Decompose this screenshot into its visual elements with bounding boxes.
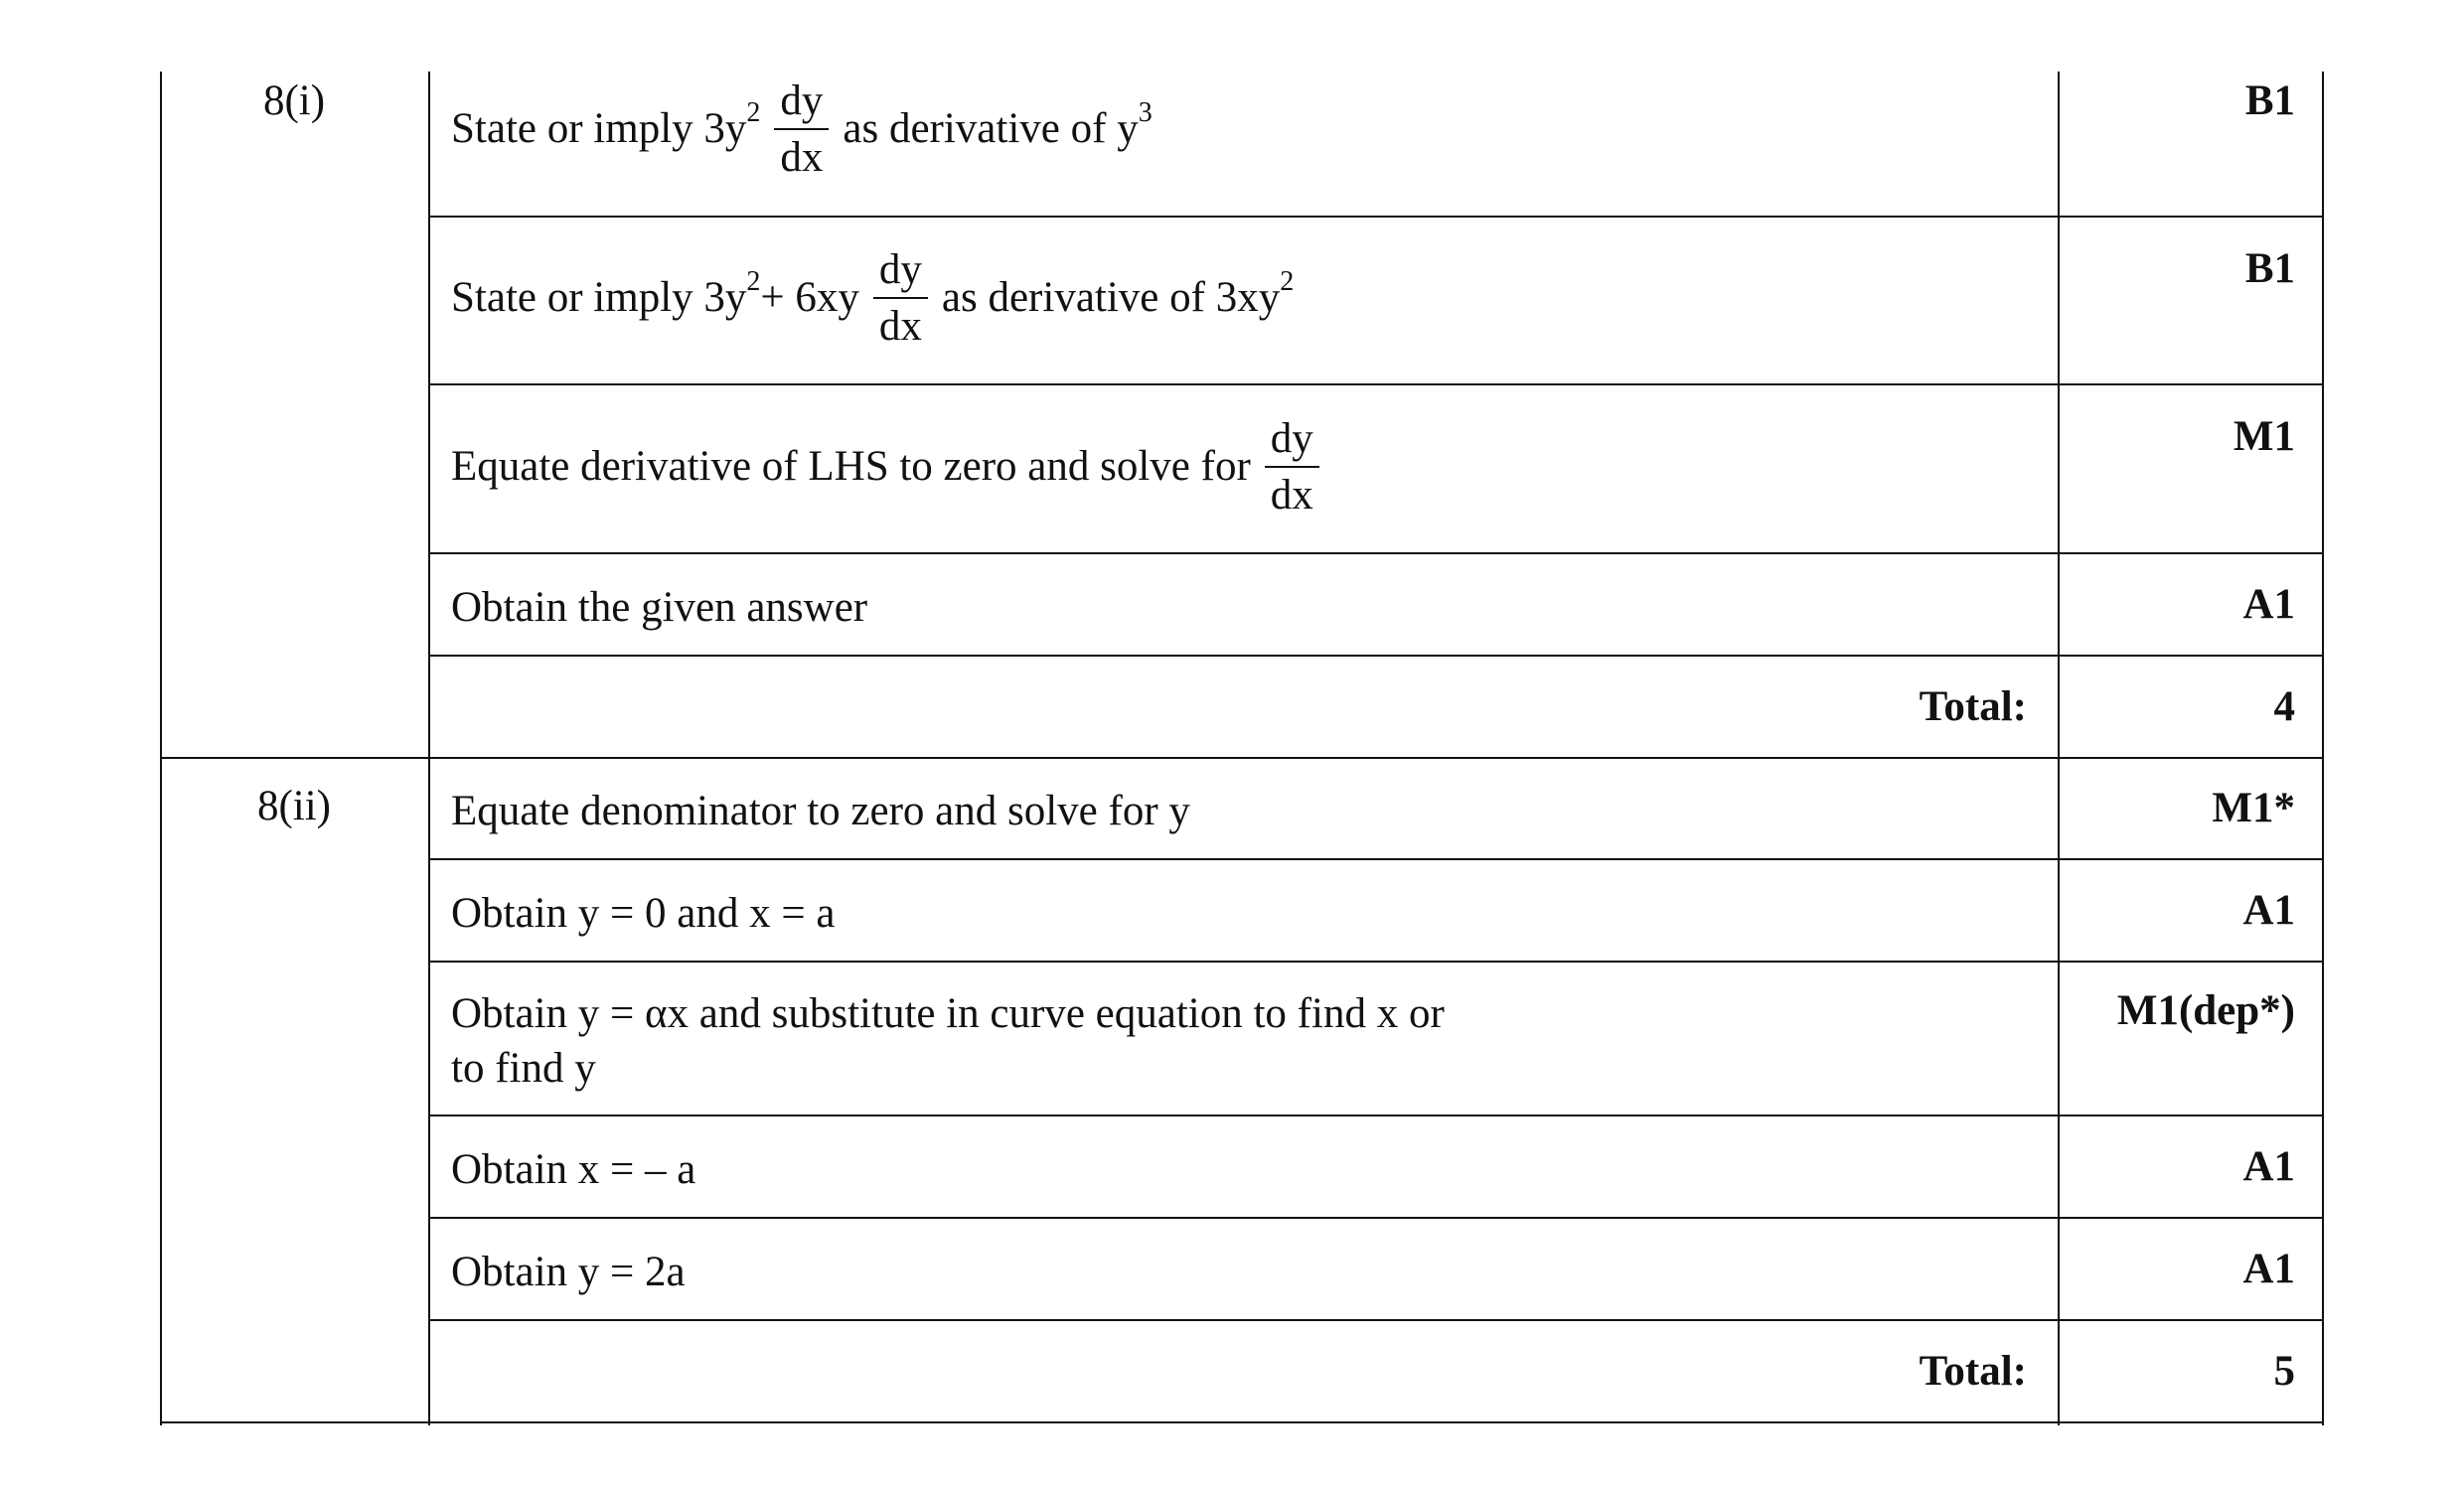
criterion-row-8i-4 <box>451 579 2041 634</box>
superscript: 2 <box>1280 265 1295 297</box>
criterion-text: Obtain x = – a <box>451 1146 696 1194</box>
row-divider <box>428 1319 2324 1321</box>
total-label-8i: Total: <box>1919 683 2027 730</box>
criterion-row-8ii-5 <box>451 1244 2041 1298</box>
superscript: 3 <box>1138 96 1153 128</box>
question-label-8i: 8(i) <box>262 77 326 124</box>
criterion-text: as derivative of y <box>843 105 1139 152</box>
criterion-text: Obtain y = 0 and x = a <box>451 890 836 938</box>
table-border-bottom <box>160 1421 2324 1423</box>
mark-8i-4: A1 <box>2242 581 2295 628</box>
mark-8ii-5: A1 <box>2242 1246 2295 1292</box>
criterion-text: as derivative of 3xy <box>941 274 1281 321</box>
table-border-left <box>160 72 162 1425</box>
criterion-text: State or imply 3y <box>451 105 747 152</box>
column-divider-marks <box>2058 72 2060 1425</box>
mark-8i-2: B1 <box>2244 245 2295 292</box>
row-divider <box>428 655 2324 657</box>
criterion-text: Equate derivative of LHS to zero and solve for <box>451 443 1251 490</box>
criterion-row-8ii-2 <box>451 885 2041 940</box>
criterion-text: Obtain y = 2a <box>451 1249 686 1296</box>
criterion-text: Obtain the given answer <box>451 584 868 632</box>
table-border-right <box>2322 72 2324 1425</box>
criterion-row-8i-1 <box>451 79 2041 179</box>
fraction-denominator: dx <box>878 303 922 350</box>
mark-8ii-3: M1(dep*) <box>2116 987 2295 1034</box>
superscript: 2 <box>746 96 761 128</box>
fraction-numerator: dy <box>1265 417 1319 468</box>
criterion-row-8i-3 <box>451 417 2041 517</box>
row-divider <box>428 961 2324 963</box>
criterion-text: to find y <box>451 1045 596 1093</box>
total-label-8ii: Total: <box>1919 1348 2027 1395</box>
total-marks-8i: 4 <box>2273 683 2295 730</box>
row-divider <box>428 1217 2324 1219</box>
criterion-text: State or imply 3y <box>451 274 747 321</box>
fraction-denominator: dx <box>1270 472 1313 519</box>
mark-8i-1: B1 <box>2244 77 2295 124</box>
criterion-text: Obtain y = αx and substitute in curve equation to find x or <box>451 990 1445 1038</box>
criterion-row-8i-2 <box>451 248 2041 348</box>
fraction-denominator: dx <box>780 134 824 181</box>
row-divider <box>428 552 2324 554</box>
criterion-row-8ii-4 <box>451 1141 2041 1196</box>
row-divider <box>428 1115 2324 1116</box>
fraction-dy-dx <box>1265 417 1319 517</box>
mark-8ii-4: A1 <box>2242 1143 2295 1190</box>
fraction-dy-dx <box>774 79 829 179</box>
mark-8ii-1: M1* <box>2212 785 2295 831</box>
question-label-8ii: 8(ii) <box>256 783 332 829</box>
fraction-numerator: dy <box>774 79 829 130</box>
total-marks-8ii: 5 <box>2273 1348 2295 1395</box>
fraction-numerator: dy <box>873 248 928 299</box>
criterion-row-8ii-1 <box>451 783 2041 837</box>
criterion-row-8ii-3 <box>451 985 2041 1095</box>
mark-8i-3: M1 <box>2233 413 2295 460</box>
mark-8ii-2: A1 <box>2242 887 2295 934</box>
section-divider <box>160 757 2324 759</box>
superscript: 2 <box>746 265 761 297</box>
row-divider <box>428 383 2324 385</box>
fraction-dy-dx <box>873 248 928 348</box>
column-divider-question <box>428 72 430 1425</box>
criterion-text: Equate denominator to zero and solve for y <box>451 788 1190 835</box>
criterion-text: + 6xy <box>760 274 859 321</box>
row-divider <box>428 858 2324 860</box>
row-divider <box>428 216 2324 218</box>
